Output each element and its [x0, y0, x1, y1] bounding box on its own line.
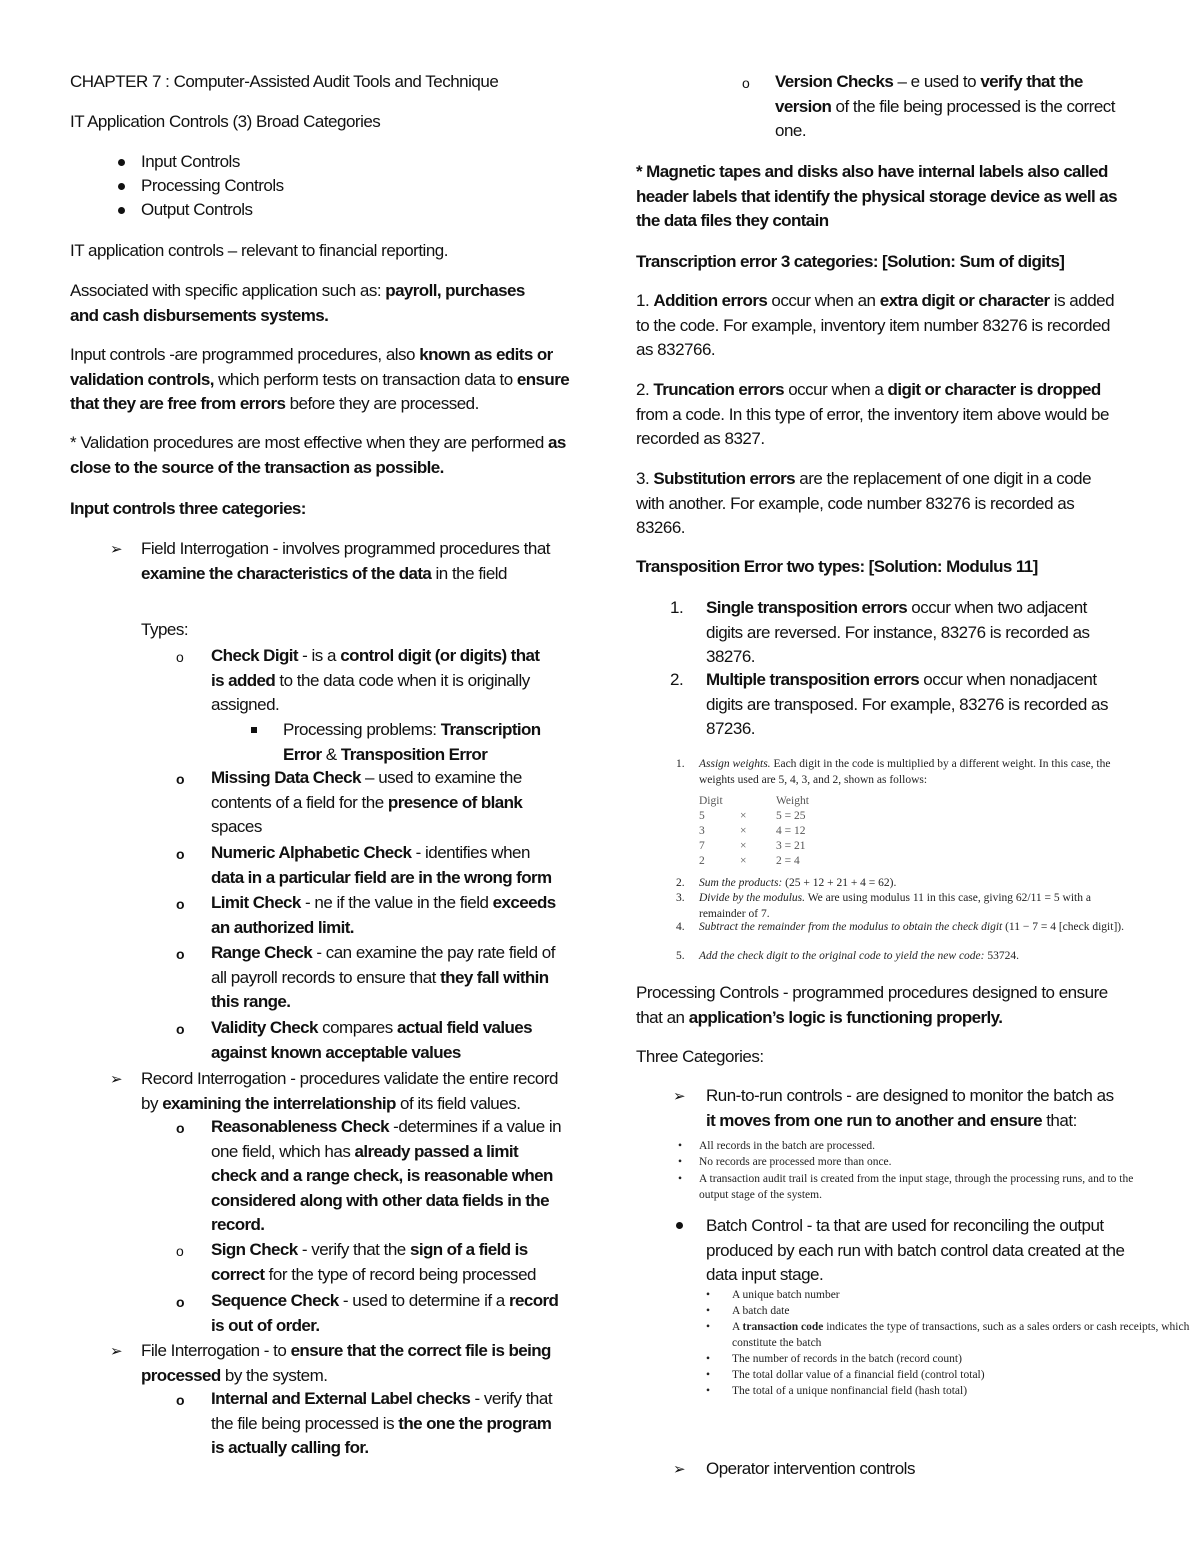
- circle-bullet-icon: o: [176, 1392, 185, 1408]
- arrow-bullet-icon: ➢: [673, 1088, 686, 1105]
- bullet-icon: •: [706, 1321, 711, 1333]
- transposition-heading: Transposition Error two types: [Solution: Modulus 11]: [636, 557, 1038, 576]
- magnetic-note: * Magnetic tapes and disks also have internal labels also called header labels that identify the physical storage device as well as the data files they contain: [636, 162, 1117, 230]
- step-number: 3.: [676, 892, 685, 904]
- weight-cell: 3 = 21: [776, 840, 806, 852]
- arrow-bullet-icon: ➢: [673, 1461, 686, 1478]
- numeric-alphabetic-check: Numeric Alphabetic Check - identifies when data in a particular field are in the wrong form: [211, 843, 552, 887]
- multiple-transposition: Multiple transposition errors occur when nonadjacent digits are transposed. For example, 83276 is recorded as 87236.: [706, 670, 1108, 738]
- reasonableness-check: Reasonableness Check -determines if a value in one field, which has already passed a limit check and a range check, is reasonable when considered along with other data fields in the record.: [211, 1117, 562, 1234]
- list-item: The total dollar value of a financial field (control total): [732, 1369, 985, 1381]
- categories-heading: IT Application Controls (3) Broad Categories: [70, 112, 381, 131]
- check-digit: Check Digit - is a control digit (or digits) that is added to the data code when it is originally assigned.: [211, 646, 540, 714]
- list-number: 2.: [670, 670, 684, 689]
- weight-cell: 4 = 12: [776, 825, 806, 837]
- bullet-icon: •: [706, 1305, 711, 1317]
- bullet-icon: •: [706, 1353, 711, 1365]
- bullet-icon: •: [678, 1173, 683, 1185]
- single-transposition: Single transposition errors occur when two adjacent digits are reversed. For instance, 83276 is recorded as 38276.: [706, 598, 1090, 666]
- circle-bullet-icon: o: [176, 946, 185, 962]
- digit-cell: 5: [699, 810, 705, 822]
- list-item: A batch date: [732, 1305, 790, 1317]
- label-checks: Internal and External Label checks - verify that the file being processed is the one the program is actually calling for.: [211, 1389, 553, 1457]
- circle-bullet-icon: o: [176, 649, 184, 665]
- digit-cell: 3: [699, 825, 705, 837]
- bullet-icon: •: [706, 1385, 711, 1397]
- step-number: 4.: [676, 921, 685, 933]
- step-sum-products: Sum the products: (25 + 12 + 21 + 4 = 62).: [699, 877, 897, 889]
- circle-bullet-icon: o: [176, 846, 185, 862]
- step-add-check-digit: Add the check digit to the original code to yield the new code: 53724.: [699, 950, 1019, 962]
- transcription-heading: Transcription error 3 categories: [Solution: Sum of digits]: [636, 252, 1065, 271]
- run-to-run-controls: Run-to-run controls - are designed to monitor the batch as it moves from one run to another and ensure that:: [706, 1086, 1114, 1130]
- bullet-icon: •: [678, 1140, 683, 1152]
- associated-text: Associated with specific application such as: payroll, purchases and cash disbursements systems.: [70, 281, 525, 325]
- input-categories-heading: Input controls three categories:: [70, 499, 306, 518]
- truncation-errors: 2. Truncation errors occur when a digit or character is dropped from a code. In this type of error, the inventory item above would be recorded as 8327.: [636, 380, 1109, 448]
- digit-cell: 7: [699, 840, 705, 852]
- weight-cell: 2 = 4: [776, 855, 800, 867]
- times-cell: ×: [740, 855, 747, 867]
- relevance-text: IT application controls – relevant to financial reporting.: [70, 241, 448, 260]
- validation-note: * Validation procedures are most effective when they are performed as close to the source of the transaction as possible.: [70, 433, 566, 477]
- circle-bullet-icon: o: [742, 75, 750, 91]
- list-item: A unique batch number: [732, 1289, 840, 1301]
- weight-header: Weight: [776, 795, 809, 807]
- version-check: Version Checks – e used to verify that the version of the file being processed is the correct one.: [775, 72, 1116, 140]
- times-cell: ×: [740, 840, 747, 852]
- digit-header: Digit: [699, 795, 723, 807]
- list-item: All records in the batch are processed.: [699, 1140, 875, 1152]
- validity-check: Validity Check compares actual field values against known acceptable values: [211, 1018, 533, 1062]
- list-item: The total of a unique nonfinancial field (hash total): [732, 1385, 968, 1397]
- list-item: Output Controls: [141, 200, 253, 219]
- times-cell: ×: [740, 825, 747, 837]
- substitution-errors: 3. Substitution errors are the replacement of one digit in a code with another. For example, code number 83276 is recorded as 83266.: [636, 469, 1092, 537]
- list-number: 1.: [670, 598, 684, 617]
- list-item: The number of records in the batch (record count): [732, 1353, 962, 1365]
- circle-bullet-icon: o: [176, 1021, 185, 1037]
- bullet-icon: [118, 159, 125, 166]
- range-check: Range Check - can examine the pay rate field of all payroll records to ensure that they fall within this range.: [211, 943, 555, 1011]
- list-item: A transaction code indicates the type of transactions, such as a sales orders or cash receipts, which constitute the batch: [732, 1321, 1190, 1349]
- bullet-icon: •: [706, 1369, 711, 1381]
- sequence-check: Sequence Check - used to determine if a record is out of order.: [211, 1291, 559, 1335]
- circle-bullet-icon: o: [176, 1294, 185, 1310]
- limit-check: Limit Check - ne if the value in the field exceeds an authorized limit.: [211, 893, 556, 937]
- processing-problems: Processing problems: Transcription Error & Transposition Error: [283, 720, 541, 764]
- processing-controls-definition: Processing Controls - programmed procedures designed to ensure that an application’s logic is functioning properly.: [636, 983, 1108, 1027]
- input-controls-definition: Input controls -are programmed procedures, also known as edits or validation controls, which perform tests on transaction data to ensure that they are free from errors before they are processed.: [70, 345, 570, 413]
- step-number: 5.: [676, 950, 685, 962]
- arrow-bullet-icon: ➢: [110, 1343, 123, 1360]
- field-interrogation: Field Interrogation - involves programmed procedures that examine the characteristics of the data in the field: [141, 539, 550, 583]
- page-title: CHAPTER 7 : Computer-Assisted Audit Tools and Technique: [70, 72, 499, 91]
- step-divide-modulus: Divide by the modulus. We are using modulus 11 in this case, giving 62/11 = 5 with a remainder of 7.: [699, 892, 1091, 920]
- list-item: A transaction audit trail is created from the input stage, through the processing runs, and to the output stage of the system.: [699, 1173, 1134, 1201]
- missing-data-check: Missing Data Check – used to examine the contents of a field for the presence of blank spaces: [211, 768, 523, 836]
- three-categories-label: Three Categories:: [636, 1047, 764, 1066]
- batch-control: Batch Control - ta that are used for reconciling the output produced by each run with batch control data created at the data input stage.: [706, 1216, 1125, 1284]
- step-number: 1.: [676, 758, 685, 770]
- step-subtract-remainder: Subtract the remainder from the modulus to obtain the check digit (11 − 7 = 4 [check digit]).: [699, 921, 1124, 933]
- arrow-bullet-icon: ➢: [110, 541, 123, 558]
- circle-bullet-icon: o: [176, 1120, 185, 1136]
- list-item: Processing Controls: [141, 176, 284, 195]
- list-item: No records are processed more than once.: [699, 1156, 892, 1168]
- step-number: 2.: [676, 877, 685, 889]
- weight-cell: 5 = 25: [776, 810, 806, 822]
- square-bullet-icon: [251, 727, 257, 733]
- step-assign-weights: Assign weights. Each digit in the code is multiplied by a different weight. In this case, the weights used are 5, 4, 3, and 2, shown as follows:: [699, 758, 1111, 786]
- digit-cell: 2: [699, 855, 705, 867]
- operator-intervention: Operator intervention controls: [706, 1459, 915, 1478]
- circle-bullet-icon: o: [176, 896, 185, 912]
- circle-bullet-icon: o: [176, 1243, 184, 1259]
- times-cell: ×: [740, 810, 747, 822]
- bullet-icon: [118, 183, 125, 190]
- arrow-bullet-icon: ➢: [110, 1071, 123, 1088]
- bullet-icon: [676, 1222, 683, 1229]
- file-interrogation: File Interrogation - to ensure that the correct file is being processed by the system.: [141, 1341, 551, 1385]
- bullet-icon: •: [706, 1289, 711, 1301]
- bullet-icon: •: [678, 1156, 683, 1168]
- record-interrogation: Record Interrogation - procedures validate the entire record by examining the interrelationship of its field values.: [141, 1069, 558, 1113]
- sign-check: Sign Check - verify that the sign of a field is correct for the type of record being processed: [211, 1240, 537, 1284]
- bullet-icon: [118, 207, 125, 214]
- addition-errors: 1. Addition errors occur when an extra digit or character is added to the code. For example, inventory item number 83276 is recorded as 832766.: [636, 291, 1115, 359]
- circle-bullet-icon: o: [176, 771, 185, 787]
- list-item: Input Controls: [141, 152, 240, 171]
- types-label: Types:: [141, 620, 189, 639]
